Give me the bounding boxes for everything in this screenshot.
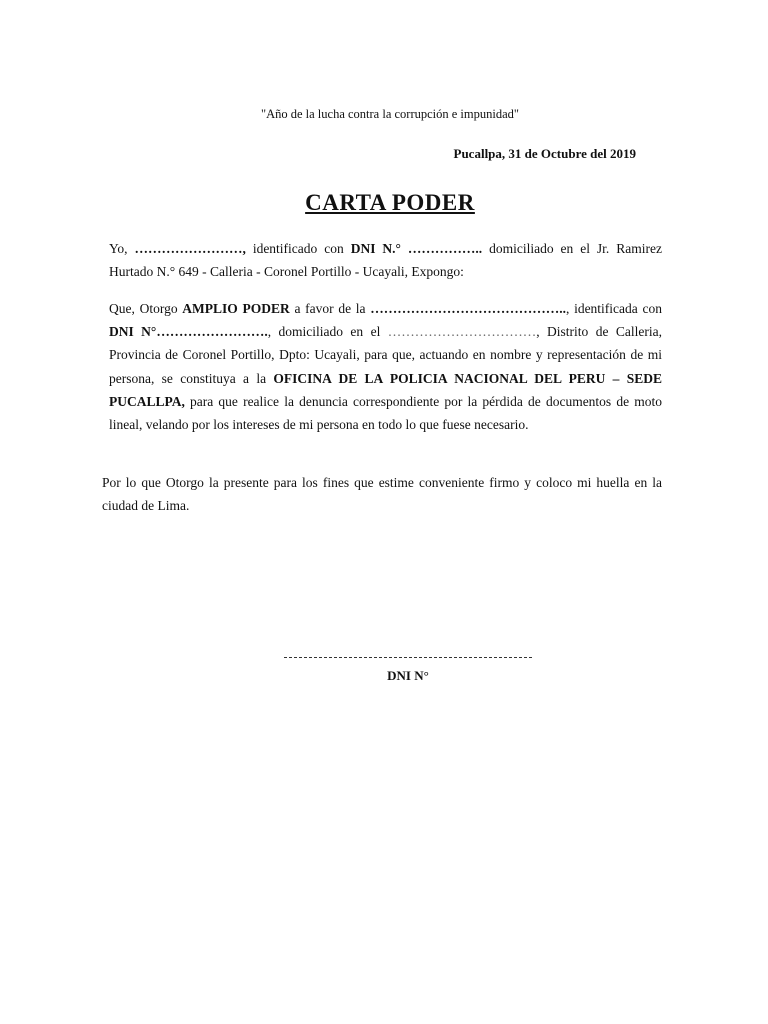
paragraph-closing: Por lo que Otorgo la presente para los fines que estime conveniente firmo y coloco mi huella en la ciudad de Lima. [102, 475, 662, 514]
document-title: CARTA PODER [305, 190, 475, 215]
grantee-name-blank: …………………………………….. [370, 301, 566, 316]
place-date: Pucallpa, 31 de Octubre del 2019 [453, 146, 636, 161]
grant-location-text: , Distrito de Calleria, Provincia de Coronel Portillo, Dpto: Ucayali, para que, actuando en nombre y representación de mi persona, se constituya a la [109, 324, 662, 386]
grant-favor-text: a favor de la [289, 301, 371, 316]
grantee-address-label: , domiciliado en el [267, 324, 388, 340]
grantor-address-text: domiciliado en el Jr. Ramirez Hurtado N.° 649 - Calleria - Coronel Portillo - Ucayali, Expongo: [109, 241, 662, 280]
police-office-name: OFICINA DE LA POLICIA NACIONAL DEL PERU – SEDE PUCALLPA, [109, 370, 662, 409]
paragraph-grant [109, 297, 662, 436]
year-motto: "Año de la lucha contra la corrupción e impunidad" [260, 107, 520, 121]
grantor-name-blank: ……………………, [134, 241, 246, 256]
signature-line [284, 657, 532, 658]
signature-dni-label: DNI N° [387, 668, 429, 683]
grantee-address-blank: …………………………… [387, 324, 537, 340]
grant-purpose-text: para que realice la denuncia correspondiente por la pérdida de documentos de moto lineal, velando por los intereses de mi persona en todo lo que fuese necesario. [109, 393, 662, 433]
grantee-id-text: , identificada con [565, 301, 662, 316]
grant-power-type: AMPLIO PODER [182, 301, 290, 316]
grantee-dni-blank: DNI N°……………………. [109, 324, 268, 340]
grantor-dni-blank: DNI N.° …………….. [350, 241, 483, 256]
grant-intro: Que, Otorgo [109, 301, 183, 316]
paragraph-grantor [109, 237, 662, 283]
grantor-id-text: identificado con [245, 241, 351, 256]
grantor-intro: Yo, [109, 241, 135, 256]
